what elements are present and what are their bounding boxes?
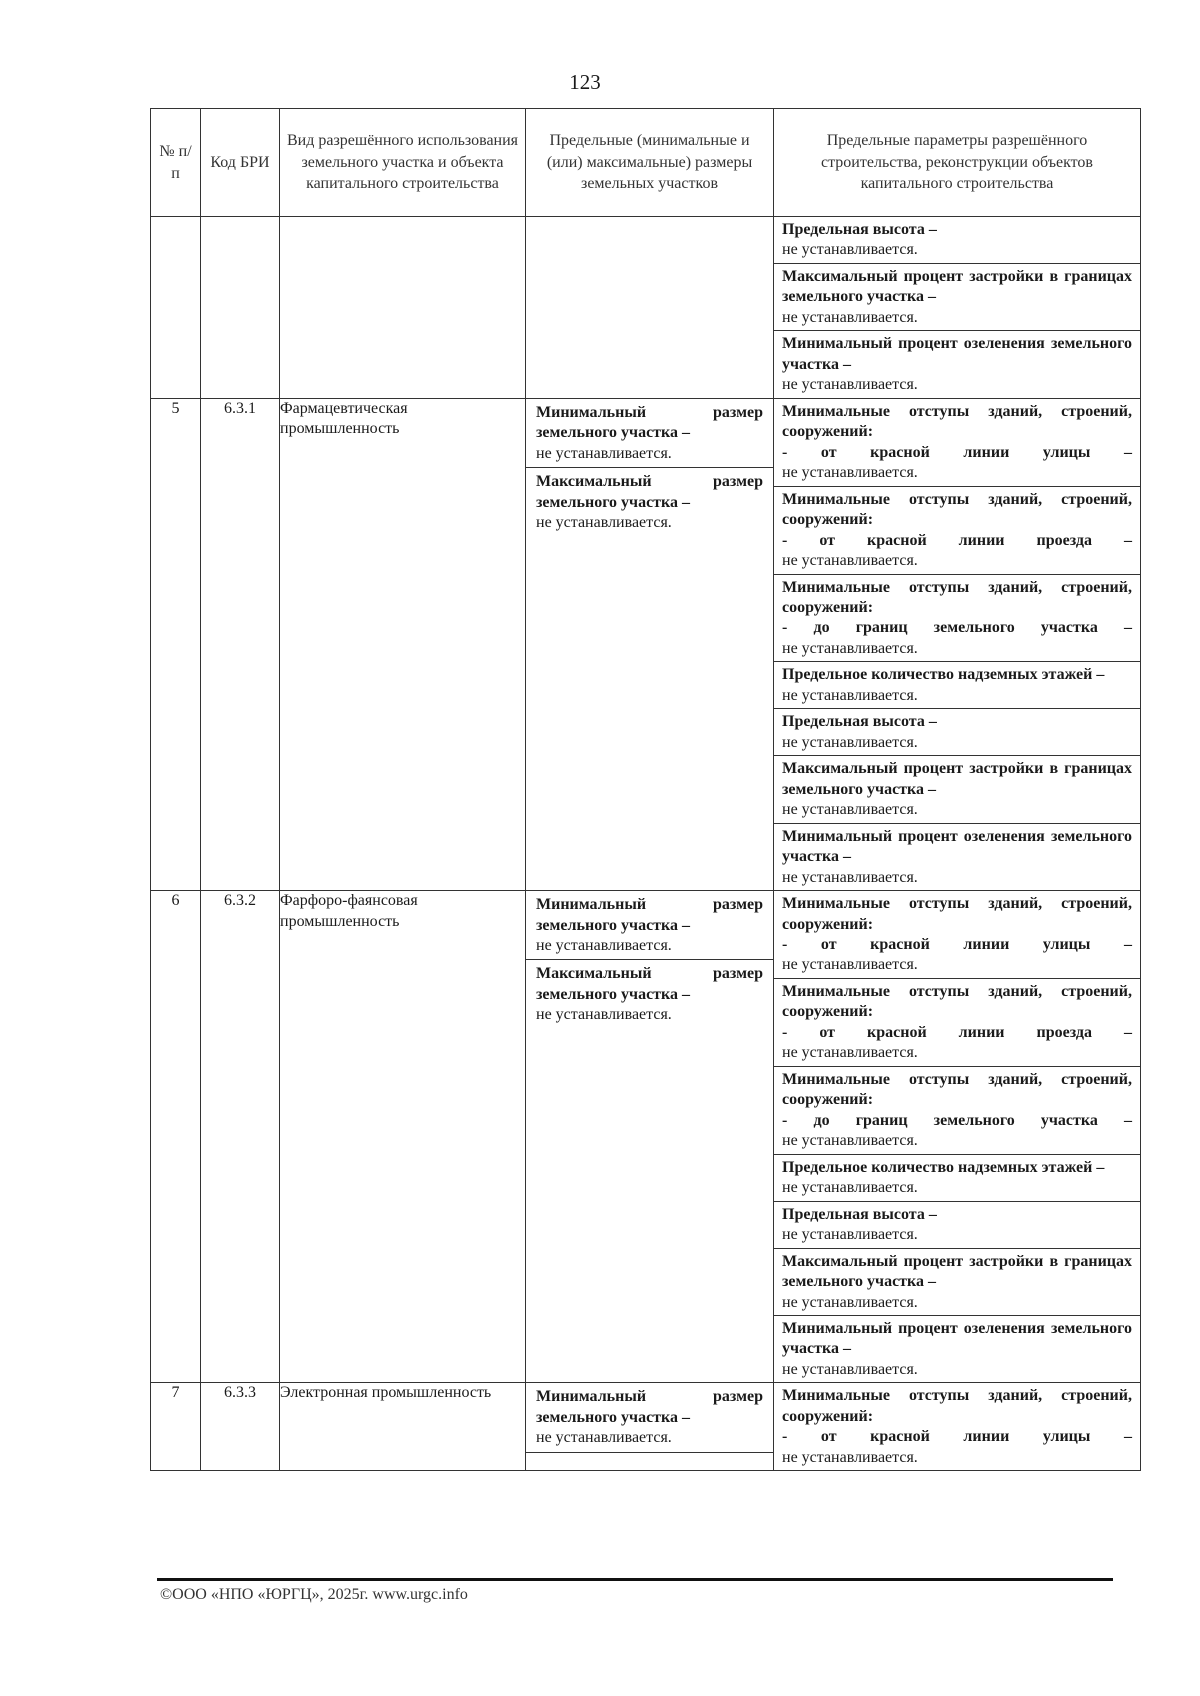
cell-plot-size (526, 1383, 774, 1471)
param-value: не устанавливается. (782, 1448, 918, 1466)
cell-code: 6.3.1 (201, 398, 280, 890)
header-code: Код БРИ (201, 109, 280, 217)
param-value: не устанавливается. (782, 956, 918, 974)
param-title: Минимальный процент озеленения земельного участка – (782, 827, 1132, 866)
param-value: не устанавливается. (782, 552, 918, 570)
param-title: Предельное количество надземных этажей – (782, 666, 1105, 684)
param-block (774, 487, 1140, 575)
param-value: не устанавливается. (782, 639, 918, 657)
param-block (774, 756, 1140, 823)
param-title: Максимальный размер земельного участка – (536, 965, 763, 1003)
cell-plot-size (526, 891, 774, 1383)
param-title: Минимальный размер земельного участка – (536, 896, 763, 934)
cell-num: 6 (151, 891, 201, 1383)
param-block (774, 1202, 1140, 1249)
cell-build-params (774, 217, 1141, 399)
param-value: не устанавливается. (782, 868, 918, 886)
param-title: Максимальный процент застройки в границах земельного участка – (782, 267, 1132, 306)
cell-num: 7 (151, 1383, 201, 1471)
param-title: Максимальный размер земельного участка – (536, 473, 763, 511)
param-block (774, 1383, 1140, 1470)
param-block (774, 1316, 1140, 1382)
param-value: не устанавливается. (536, 514, 672, 532)
cell-num: 5 (151, 398, 201, 890)
param-block (526, 468, 773, 536)
header-num: № п/п (151, 109, 201, 217)
param-block (774, 1249, 1140, 1316)
table-row-continuation (151, 217, 1141, 399)
param-title: Максимальный процент застройки в границах земельного участка – (782, 760, 1132, 798)
page-number: 123 (569, 70, 601, 94)
param-value: не устанавливается. (782, 801, 918, 819)
param-value: не устанавливается. (782, 376, 918, 394)
param-subitem: - от красной линии улицы – (782, 1428, 1132, 1446)
param-title: Минимальные отступы зданий, строений, сооружений: (782, 895, 1132, 933)
param-value: не устанавливается. (536, 444, 672, 462)
param-block (774, 824, 1140, 890)
param-value: не устанавливается. (782, 1360, 918, 1378)
param-title: Минимальный процент озеленения земельного участка – (782, 1319, 1132, 1358)
param-title: Предельная высота – (782, 221, 937, 238)
cell-num (151, 217, 201, 399)
param-value: не устанавливается. (536, 1006, 672, 1024)
header-use-type: Вид разрешённого использования земельного участка и объекта капитального строительства (280, 109, 526, 217)
param-block (774, 662, 1140, 709)
param-title: Максимальный процент застройки в границах земельного участка – (782, 1252, 1132, 1291)
param-block (774, 399, 1140, 487)
param-value: не устанавливается. (782, 241, 918, 259)
param-value: не устанавливается. (782, 308, 918, 326)
param-value: не устанавливается. (782, 1132, 918, 1150)
table-row (151, 1383, 1141, 1471)
table-row (151, 891, 1141, 1383)
cell-code (201, 217, 280, 399)
param-value: не устанавливается. (536, 937, 672, 954)
param-title: Минимальные отступы зданий, строений, сооружений: (782, 402, 1132, 441)
table-header-row (151, 109, 1141, 217)
param-title: Предельное количество надземных этажей – (782, 1158, 1105, 1176)
header-build-params: Предельные параметры разрешённого строительства, реконструкции объектов капитального строительства (774, 109, 1141, 217)
param-title: Предельная высота – (782, 713, 937, 731)
cell-use-type: Фарфоро-фаянсовая промышленность (280, 891, 526, 1383)
param-block (774, 891, 1140, 979)
param-value: не устанавливается. (782, 1044, 918, 1062)
param-title: Минимальные отступы зданий, строений, сооружений: (782, 490, 1132, 529)
footer-copyright: ©ООО «НПО «ЮРГЦ», 2025г. www.urgc.info (160, 1586, 468, 1603)
param-value: не устанавливается. (782, 1179, 918, 1197)
param-block (774, 575, 1140, 663)
param-block (526, 891, 773, 960)
param-subitem: - до границ земельного участка – (782, 619, 1132, 637)
param-value: не устанавливается. (782, 1226, 918, 1244)
cell-build-params (774, 1383, 1141, 1471)
param-block (526, 399, 773, 468)
table-row (151, 398, 1141, 890)
param-block (774, 264, 1140, 331)
param-title: Минимальные отступы зданий, строений, сооружений: (782, 1070, 1132, 1109)
param-block (774, 709, 1140, 756)
param-value: не устанавливается. (782, 733, 918, 751)
param-block (774, 1067, 1140, 1155)
param-value: не устанавливается. (782, 1293, 918, 1311)
param-subitem: - от красной линии улицы – (782, 443, 1132, 461)
cell-use-type (280, 217, 526, 399)
header-plot-size: Предельные (минимальные и (или) максимальные) размеры земельных участков (526, 109, 774, 217)
param-value: не устанавливается. (782, 464, 918, 482)
param-block (526, 960, 773, 1028)
footer-divider (157, 1578, 1113, 1581)
param-title: Минимальные отступы зданий, строений, сооружений: (782, 982, 1132, 1021)
zoning-table (150, 108, 1141, 1471)
cell-plot-size (526, 217, 774, 399)
param-block (774, 331, 1140, 397)
cell-code: 6.3.2 (201, 891, 280, 1383)
param-block (774, 1155, 1140, 1202)
param-title: Минимальные отступы зданий, строений, сооружений: (782, 578, 1132, 616)
cell-build-params (774, 398, 1141, 890)
param-block (526, 1383, 773, 1452)
param-value: не устанавливается. (782, 686, 918, 704)
param-subitem: - от красной линии проезда – (782, 1023, 1132, 1041)
cell-plot-size (526, 398, 774, 890)
cell-code: 6.3.3 (201, 1383, 280, 1471)
param-subitem: - от красной линии улицы – (782, 936, 1132, 953)
param-title: Минимальные отступы зданий, строений, сооружений: (782, 1387, 1132, 1425)
param-title: Минимальный размер земельного участка – (536, 403, 763, 442)
param-title: Минимальный процент озеленения земельного участка – (782, 335, 1132, 373)
cell-use-type: Электронная промышленность (280, 1383, 526, 1471)
param-subitem: - от красной линии проезда – (782, 531, 1132, 549)
param-title: Минимальный размер земельного участка – (536, 1388, 763, 1426)
param-block (774, 979, 1140, 1067)
cell-use-type: Фармацевтическая промышленность (280, 398, 526, 890)
param-subitem: - до границ земельного участка – (782, 1111, 1132, 1129)
param-block (774, 217, 1140, 264)
param-title: Предельная высота – (782, 1205, 937, 1223)
cell-build-params (774, 891, 1141, 1383)
param-value: не устанавливается. (536, 1429, 672, 1447)
